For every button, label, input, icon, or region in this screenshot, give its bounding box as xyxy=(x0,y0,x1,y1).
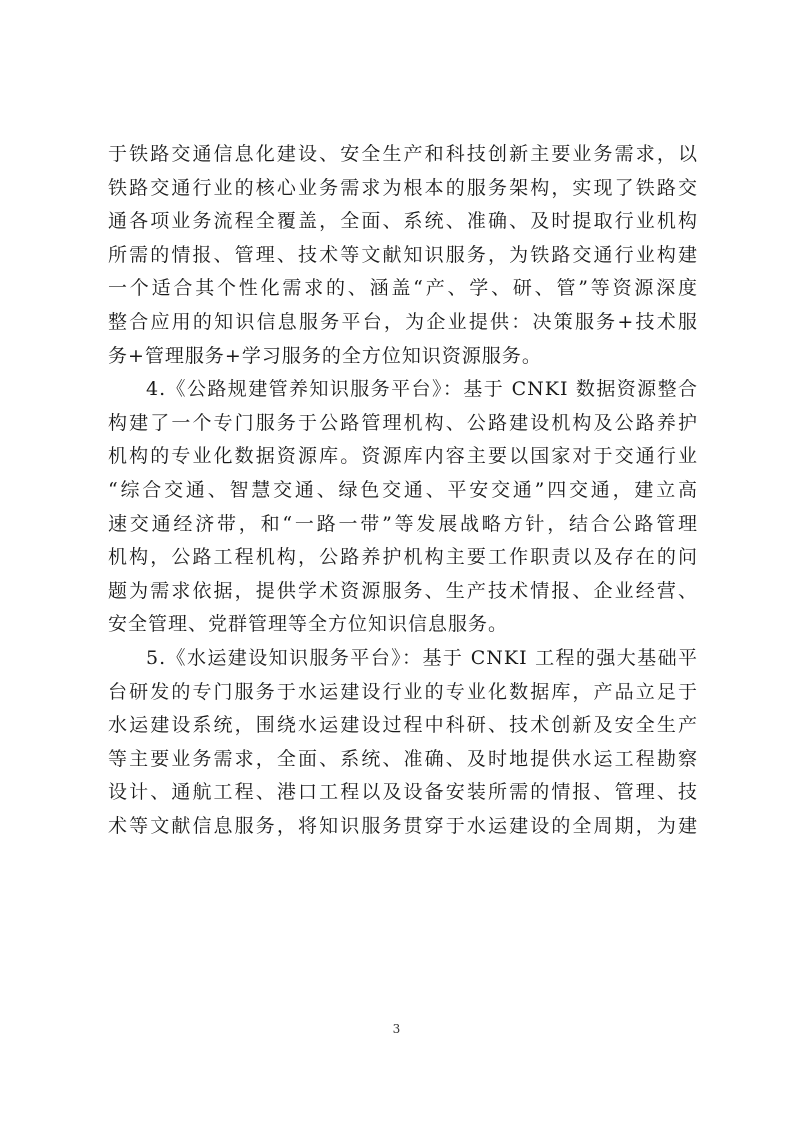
text-line: 一个适合其个性化需求的、涵盖“产、学、研、管”等资源深度 xyxy=(108,277,698,300)
text-line: 水运建设系统，围绕水运建设过程中科研、技术创新及安全生产 xyxy=(108,714,698,737)
paragraph-railway xyxy=(108,138,698,373)
text-line: 安全管理、党群管理等全方位知识信息服务。 xyxy=(108,613,509,636)
text-line: 设计、通航工程、港口工程以及设备安装所需的情报、管理、技 xyxy=(108,781,698,804)
text-line: 等主要业务需求，全面、系统、准确、及时地提供水运工程勘察 xyxy=(108,747,698,770)
page-number: 3 xyxy=(392,1022,401,1036)
text-line: 机构，公路工程机构，公路养护机构主要工作职责以及存在的问 xyxy=(108,546,698,569)
text-line: 整合应用的知识信息服务平台，为企业提供：决策服务+技术服 xyxy=(108,310,698,333)
text-line: 务+管理服务+学习服务的全方位知识资源服务。 xyxy=(108,344,542,367)
text-line: 于铁路交通信息化建设、安全生产和科技创新主要业务需求，以 xyxy=(108,143,698,165)
text-line: 通各项业务流程全覆盖，全面、系统、准确、及时提取行业机构 xyxy=(108,210,698,233)
text-line: 构建了一个专门服务于公路管理机构、公路建设机构及公路养护 xyxy=(108,411,698,434)
text-line: 机构的专业化数据资源库。资源库内容主要以国家对于交通行业 xyxy=(108,445,698,468)
body-text xyxy=(108,138,698,843)
text-line: 5.《水运建设知识服务平台》：基于 CNKI 工程的强大基础平 xyxy=(146,646,698,669)
paragraph-highway xyxy=(108,373,698,642)
text-line: 台研发的专门服务于水运建设行业的专业化数据库，产品立足于 xyxy=(108,680,698,703)
text-line: 4.《公路规建管养知识服务平台》：基于 CNKI 数据资源整合 xyxy=(146,378,698,401)
text-line: 速交通经济带，和“一路一带”等发展战略方针，结合公路管理 xyxy=(108,512,698,535)
text-line: 所需的情报、管理、技术等文献知识服务，为铁路交通行业构建 xyxy=(108,243,698,266)
text-line: 题为需求依据，提供学术资源服务、生产技术情报、企业经营、 xyxy=(108,579,698,602)
text-line: 铁路交通行业的核心业务需求为根本的服务架构，实现了铁路交 xyxy=(108,176,698,199)
text-line: “综合交通、智慧交通、绿色交通、平安交通”四交通，建立高 xyxy=(108,478,698,501)
text-line: 术等文献信息服务，将知识服务贯穿于水运建设的全周期，为建 xyxy=(108,814,698,837)
paragraph-waterway xyxy=(108,642,698,844)
